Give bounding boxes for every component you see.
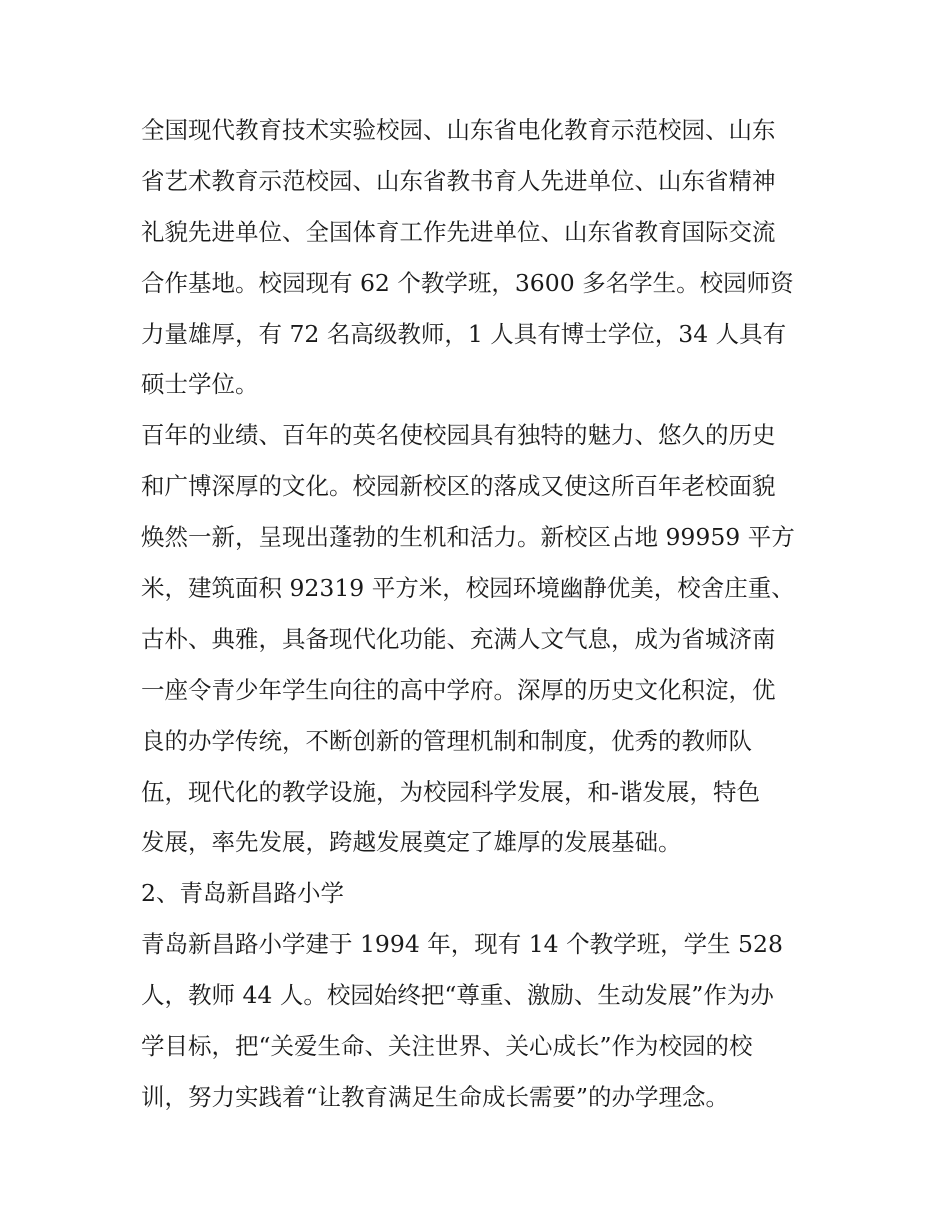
text-line: 青岛新昌路小学建于 1994 年，现有 14 个教学班，学生 528 — [141, 930, 783, 959]
document-body — [141, 105, 821, 1123]
text-line: 训，努力实践着“让教育满足生命成长需要”的办学理念。 — [141, 1082, 730, 1111]
text-line: 百年的业绩、百年的英名使校园具有独特的魅力、悠久的历史 — [141, 421, 776, 450]
text-line: 伍，现代化的教学设施，为校园科学发展，和-谐发展，特色 — [141, 777, 760, 806]
paragraph-school-honors — [141, 105, 821, 410]
text-line: 合作基地。校园现有 62 个教学班，3600 多名学生。校园师资 — [141, 268, 794, 297]
text-line: 米，建筑面积 92319 平方米，校园环境幽静优美，校舍庄重、 — [141, 574, 795, 603]
text-line: 良的办学传统，不断创新的管理机制和制度，优秀的教师队 — [141, 726, 752, 755]
text-line: 和广博深厚的文化。校园新校区的落成又使这所百年老校面貌 — [141, 472, 776, 501]
paragraph-xinchang-road-school — [141, 919, 821, 1123]
text-line: 一座令青少年学生向往的高中学府。深厚的历史文化积淀，优 — [141, 675, 776, 704]
text-line: 学目标，把“关爱生命、关注世界、关心成长”作为校园的校 — [141, 1032, 753, 1061]
text-line: 发展，率先发展，跨越发展奠定了雄厚的发展基础。 — [141, 828, 682, 857]
paragraph-school-history — [141, 410, 821, 868]
text-line: 焕然一新，呈现出蓬勃的生机和活力。新校区占地 99959 平方 — [141, 523, 795, 552]
text-line: 人，教师 44 人。校园始终把“尊重、激励、生动发展”作为办 — [141, 981, 774, 1010]
text-line: 力量雄厚，有 72 名高级教师，1 人具有博士学位，34 人具有 — [141, 319, 787, 348]
text-line: 古朴、典雅，具备现代化功能、充满人文气息，成为省城济南 — [141, 624, 776, 653]
text-line: 硕士学位。 — [141, 370, 259, 399]
section-heading-text: 2、青岛新昌路小学 — [141, 879, 344, 908]
text-line: 礼貌先进单位、全国体育工作先进单位、山东省教育国际交流 — [141, 217, 776, 246]
text-line: 全国现代教育技术实验校园、山东省电化教育示范校园、山东 — [141, 116, 776, 144]
section-heading — [141, 868, 821, 919]
text-line: 省艺术教育示范校园、山东省教书育人先进单位、山东省精神 — [141, 166, 776, 195]
